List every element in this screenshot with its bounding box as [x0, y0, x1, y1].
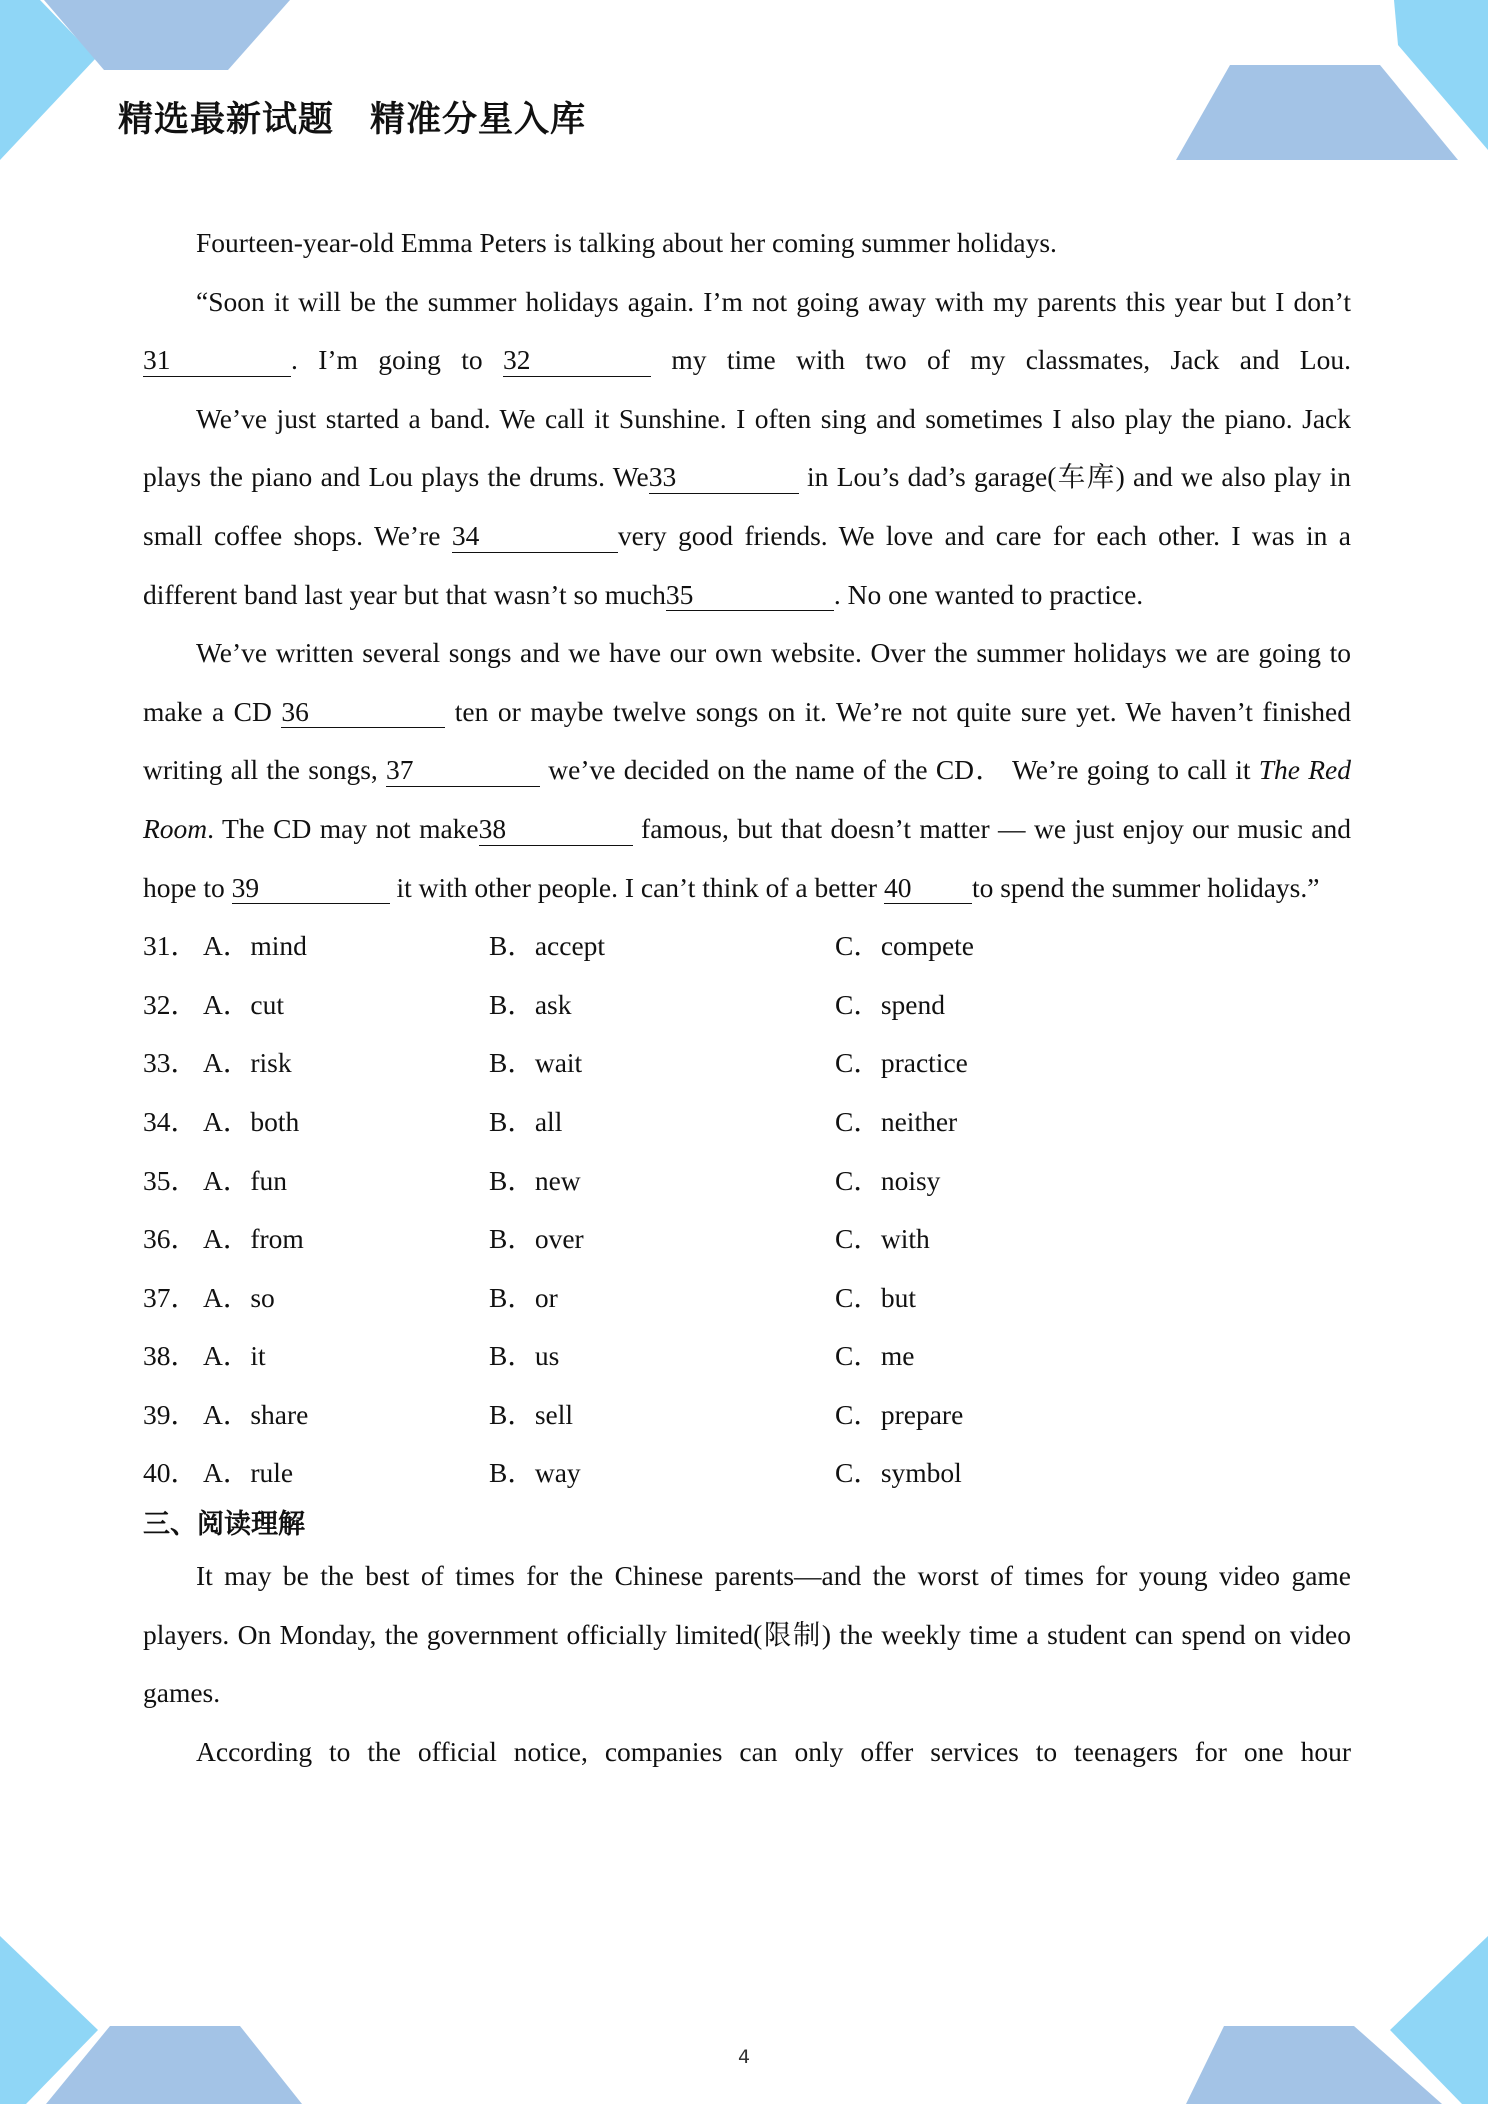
passage-text: We’ve just started a band. We call it Sunshine. I often sing and sometimes I also play the piano. Jack plays the piano and Lou plays the drums. We	[143, 402, 1351, 493]
option-a: A．both	[203, 1105, 300, 1137]
header-title: 精选最新试题 精准分星入库	[118, 100, 587, 140]
option-b: B．sell	[489, 1398, 574, 1430]
option-row	[143, 1444, 1351, 1503]
option-a: A．it	[203, 1340, 266, 1372]
option-a: A．so	[203, 1281, 275, 1313]
question-number: 32．	[143, 988, 198, 1020]
question-number: 36．	[143, 1223, 198, 1255]
question-number: 38．	[143, 1340, 198, 1372]
option-c: C．prepare	[835, 1398, 964, 1430]
passage-text: . I’m going to	[291, 344, 504, 376]
option-c: C．symbol	[835, 1457, 962, 1489]
passage-text: We’ve written several songs and we have our own website. Over the summer holidays we are going to make a CD	[143, 637, 1351, 727]
blank-32: 32	[503, 344, 651, 377]
option-c: C．compete	[835, 930, 974, 962]
option-a: A．risk	[203, 1047, 292, 1079]
blank-34: 34	[452, 520, 618, 553]
option-b: B．or	[489, 1281, 558, 1313]
option-a: A．from	[203, 1223, 304, 1255]
option-c: C．neither	[835, 1105, 958, 1137]
option-row	[143, 1386, 1351, 1445]
blank-33: 33	[649, 461, 799, 494]
option-row	[143, 1034, 1351, 1093]
option-b: B．new	[489, 1164, 581, 1196]
reading-paragraph-2: According to the official notice, companies can only offer services to teenagers for one hour	[196, 1735, 1351, 1767]
option-a: A．cut	[203, 988, 284, 1020]
question-number: 33．	[143, 1047, 198, 1079]
passage-paragraph-3	[143, 624, 1351, 917]
option-c: C．practice	[835, 1047, 968, 1079]
top-right-corner-decoration	[1170, 0, 1488, 170]
option-b: B．over	[489, 1223, 584, 1255]
bottom-right-corner-decoration	[1178, 1930, 1488, 2104]
option-c: C．me	[835, 1340, 915, 1372]
option-a: A．fun	[203, 1164, 288, 1196]
option-a: A．rule	[203, 1457, 294, 1489]
passage-text: . No one wanted to practice.	[833, 578, 1144, 610]
option-b: B．wait	[489, 1047, 583, 1079]
option-b: B．all	[489, 1105, 563, 1137]
option-b: B．us	[489, 1340, 560, 1372]
option-row	[143, 1269, 1351, 1328]
blank-38: 38	[479, 813, 633, 846]
reading-paragraph-1: It may be the best of times for the Chinese parents—and the worst of times for young video game players. On Monday, the government officially limited(限制) the weekly time a student can spend on video games.	[143, 1560, 1351, 1709]
passage-text: to spend the summer holidays.”	[971, 871, 1320, 903]
option-row	[143, 1093, 1351, 1152]
option-b: B．way	[489, 1457, 581, 1489]
passage-text: . The CD may not make	[207, 812, 479, 844]
passage-intro: Fourteen-year-old Emma Peters is talking about her coming summer holidays.	[196, 227, 1057, 258]
blank-35: 35	[666, 579, 834, 612]
blank-39: 39	[232, 872, 390, 905]
options-list	[143, 917, 1351, 1503]
blank-36: 36	[281, 696, 445, 729]
passage-text: in Lou’s dad’s garage(车库) and we also play in small coffee shops. We’re	[143, 461, 1351, 551]
question-number: 35．	[143, 1164, 198, 1196]
bottom-left-corner-decoration	[0, 1930, 310, 2104]
option-c: C．spend	[835, 988, 945, 1020]
question-number: 37．	[143, 1281, 198, 1313]
passage-text: we’ve decided on the name of the CD． We’re going to call it	[540, 754, 1259, 786]
option-c: C．but	[835, 1281, 916, 1313]
option-c: C．with	[835, 1223, 930, 1255]
cd-title: The Red Room	[143, 754, 1351, 844]
question-number: 39．	[143, 1398, 198, 1430]
passage-text: very good friends. We love and care for each other. I was in a different band last year but that wasn’t so much	[143, 519, 1351, 610]
question-number: 34．	[143, 1105, 198, 1137]
passage-paragraph-1	[143, 273, 1351, 390]
option-b: B．accept	[489, 930, 606, 962]
section-heading: 三、阅读理解	[143, 1509, 305, 1541]
option-row	[143, 917, 1351, 976]
blank-31: 31	[143, 344, 291, 377]
option-row	[143, 1327, 1351, 1386]
option-row	[143, 1152, 1351, 1211]
option-a: A．mind	[203, 930, 307, 962]
option-a: A．share	[203, 1398, 309, 1430]
blank-37: 37	[386, 754, 540, 787]
passage-text: ten or maybe twelve songs on it. We’re not quite sure yet. We haven’t finished writing all the songs,	[143, 695, 1351, 786]
top-left-corner-decoration	[0, 0, 300, 170]
passage-text: my time with two of my classmates, Jack and Lou.	[651, 344, 1351, 376]
option-c: C．noisy	[835, 1164, 941, 1196]
blank-40: 40	[884, 872, 972, 905]
page-number: 4	[737, 2046, 751, 2068]
passage-text: “Soon it will be the summer holidays again. I’m not going away with my parents this year but I don’t	[196, 285, 1351, 317]
option-b: B．ask	[489, 988, 572, 1020]
option-row	[143, 1210, 1351, 1269]
page-content	[143, 214, 1351, 1781]
passage-text: it with other people. I can’t think of a better	[389, 871, 884, 903]
question-number: 31．	[143, 930, 198, 962]
option-row	[143, 976, 1351, 1035]
passage-text: famous, but that doesn’t matter — we just enjoy our music and hope to	[143, 812, 1352, 903]
passage-paragraph-2	[143, 390, 1351, 624]
question-number: 40．	[143, 1457, 198, 1489]
